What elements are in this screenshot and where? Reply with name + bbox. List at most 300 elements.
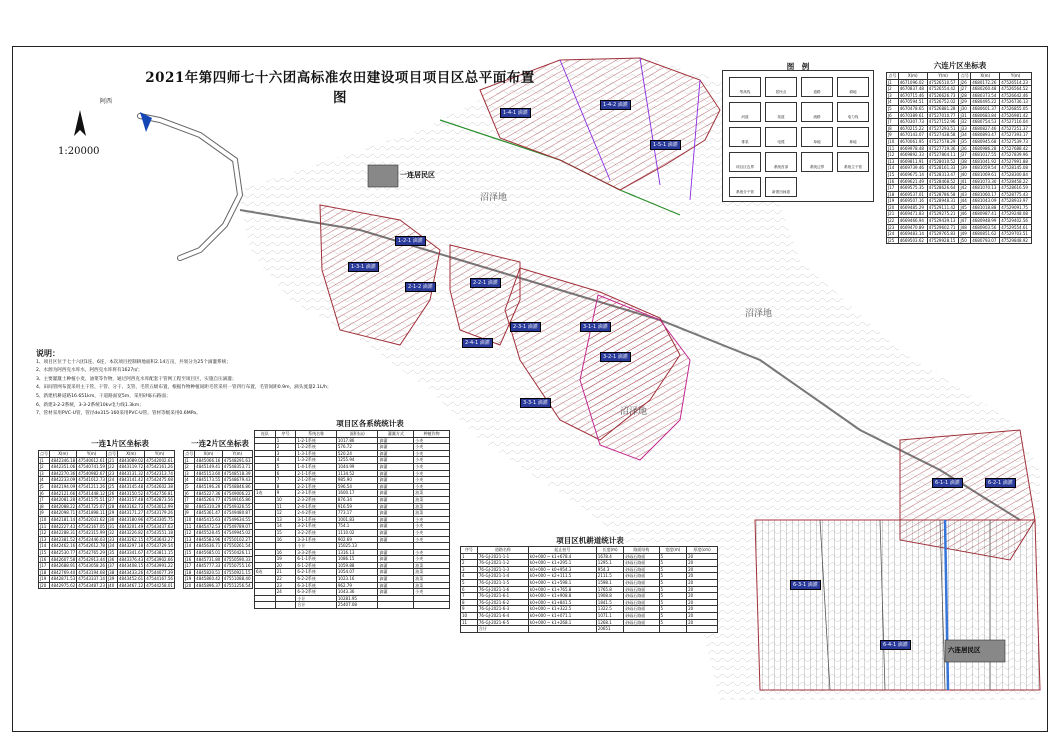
table-cell: 876.34 (336, 496, 378, 503)
table-cell: 47528948.31 (927, 198, 959, 205)
table-row (887, 79, 1032, 86)
table-cell: 小麦 (414, 589, 450, 596)
table-cell: 47529928.15 (927, 237, 959, 244)
table-cell: 47543179.26 (146, 510, 173, 516)
table-cell: 47528933.97 (1000, 198, 1032, 205)
table-cell: J12 (39, 530, 50, 537)
table-header-cell: Y(m) (222, 451, 252, 458)
legend-item: 耕地 (837, 77, 869, 97)
table-cell: 47527719.36 (927, 145, 959, 152)
legend-item: 系统分干管 (729, 177, 761, 197)
table-cell: 4670061.95 (898, 138, 927, 145)
table-row (255, 490, 450, 497)
table-header-cell: 灌溉方式 (378, 431, 414, 438)
table-row (887, 178, 1032, 185)
table-cell: 520.24 (336, 450, 378, 457)
table-cell: 47543991.22 (146, 563, 173, 569)
table-cell: 4670143.07 (898, 132, 927, 139)
table-cell: 滴灌 (378, 437, 414, 444)
table-cell: 773.17 (336, 510, 378, 517)
table-row (461, 573, 718, 580)
table-cell: 滴灌 (378, 477, 414, 484)
table-cell: 47542002.61 (146, 457, 173, 463)
table-cell: J2 (39, 464, 50, 471)
table-row (184, 477, 253, 484)
table-row (887, 105, 1032, 112)
table-cell: 4681017.55 (971, 152, 1000, 159)
table-cell: 1841.5 (596, 599, 624, 606)
table-cell: 2111.5 (596, 573, 624, 580)
table-cell: 2-4-1系统 (296, 503, 337, 510)
table-cell: 47549480.87 (223, 510, 251, 516)
table-row (184, 457, 253, 464)
table-lian6-title: 六连片区坐标表 (933, 61, 987, 70)
residential-lian1 (368, 165, 398, 187)
table-cell: 4669575.35 (898, 185, 927, 192)
table-cell: J23 (106, 470, 117, 477)
table-cell: 47550102.27 (223, 536, 251, 542)
table-cell: 47529091.75 (1000, 204, 1032, 211)
table-row (461, 566, 718, 573)
table-header-cell: Y(m) (927, 73, 959, 80)
table-cell: J12 (184, 530, 195, 537)
table-cell: 47528145.08 (1000, 165, 1032, 172)
table-header-cell: X(m) (195, 451, 223, 458)
table-cell: 4842233.09 (51, 477, 76, 483)
table-cell: 47529402.56 (1000, 218, 1032, 225)
table-cell: 47526881.28 (927, 105, 959, 112)
table-cell: 4845636.71 (196, 543, 221, 549)
table-cell: 4842381.52 (51, 536, 76, 542)
table-cell: 5 (275, 463, 296, 470)
table-cell: 砂砾石路面 (624, 606, 659, 613)
table-cell: 47542167.05 (78, 523, 105, 529)
table-cell: 76-GJ-2021-6-1 (477, 593, 528, 600)
table-row (255, 556, 450, 563)
table-cell: 47529765.83 (927, 231, 959, 238)
table-row (255, 576, 450, 583)
table-cell: J11 (184, 523, 195, 530)
table-cell: k0+000 ~ k1+268.1 (528, 619, 596, 626)
table-cell: 76-GJ-2021-6-3 (477, 606, 528, 613)
table-cell: 1连 (255, 490, 276, 497)
table-cell: 砂砾石路面 (624, 599, 659, 606)
table-cell: 1-2-1系统 (296, 437, 337, 444)
table-cell (255, 529, 276, 536)
table-cell: 4845528.45 (196, 530, 221, 536)
table-cell: 滴灌 (378, 536, 414, 543)
table-cell: 8 (275, 483, 296, 490)
table-header-cell: Y(m) (145, 451, 175, 458)
table-cell: J8 (39, 503, 50, 510)
table-cell (255, 477, 276, 484)
table-cell: 76-GJ-2021-1-2 (477, 560, 528, 567)
table-row (887, 191, 1032, 198)
table-cell: 4845472.53 (196, 523, 221, 529)
table-cell: 4845860.42 (196, 576, 221, 582)
table-cell: 滴灌 (378, 589, 414, 596)
table-cell: 20 (687, 573, 718, 580)
table-cell (378, 543, 414, 550)
table-cell: J25 (887, 237, 899, 244)
table-header-cell: 起止桩号 (528, 547, 596, 554)
zone-label: 2-2-1 滴灌 (470, 278, 501, 288)
table-cell: 4845820.51 (196, 569, 221, 575)
table-row (39, 510, 175, 517)
table-cell: 76-GJ-2021-6-5 (477, 619, 528, 626)
table-header-cell: X(m) (117, 451, 144, 458)
table-row (887, 224, 1032, 231)
table-cell: J46 (959, 211, 971, 218)
table-cell: 1316.13 (336, 549, 378, 556)
table-cell: 小麦 (414, 536, 450, 543)
table-cell: J34 (106, 543, 117, 550)
table-cell: 47526514.23 (1000, 79, 1032, 86)
legend-item: 林地 (837, 127, 869, 147)
table-cell: 1268.1 (596, 619, 624, 626)
table-systems (254, 430, 450, 609)
table-systems-title: 项目区各系统统计表 (336, 419, 404, 428)
table-cell: 916.59 (336, 503, 378, 510)
table-cell: J11 (39, 523, 50, 530)
table-cell: J32 (106, 530, 117, 537)
table-cell: 1678.4 (596, 553, 624, 560)
table-cell: 小计 (296, 543, 337, 550)
table-cell: 4845777.33 (196, 563, 221, 569)
table-cell: J15 (184, 549, 195, 556)
table-cell: 4669621.49 (898, 178, 927, 185)
table-cell: 4845310.29 (196, 503, 221, 509)
table-cell: J36 (106, 556, 117, 563)
table-row (887, 119, 1032, 126)
table-cell: 47543643.27 (146, 536, 173, 542)
table-cell: J25 (106, 483, 117, 490)
table-cell (624, 626, 659, 633)
table-cell: 3 (461, 566, 478, 573)
table-cell: J2 (184, 464, 195, 471)
table-cell: 1255.94 (336, 457, 378, 464)
table-cell: 4843201.49 (118, 523, 144, 529)
table-cell: 1600.17 (336, 490, 378, 497)
table-cell: 47543058.26 (78, 563, 105, 569)
table-cell: 47527152.96 (927, 119, 959, 126)
table-row (39, 549, 175, 556)
table-roads-title: 项目区机耕道统计表 (556, 536, 624, 545)
table-cell: 47542161.26 (146, 464, 173, 470)
table-cell: 4680987.41 (971, 211, 1000, 218)
field-7 (755, 520, 1040, 690)
table-cell: 20 (687, 593, 718, 600)
table-cell: J9 (39, 510, 50, 517)
table-cell: 10 (275, 496, 296, 503)
table-header-row (461, 547, 718, 554)
table-row (39, 464, 175, 471)
table-cell: 4680683.84 (971, 112, 1000, 119)
table-cell (414, 543, 450, 550)
table-cell: 47543811.15 (146, 549, 173, 555)
table-cell (275, 543, 296, 550)
table-header-row (39, 451, 175, 458)
table-cell: 4669471.83 (898, 211, 927, 218)
table-cell: J20 (184, 582, 195, 589)
table-cell: 4842688.91 (51, 563, 76, 569)
table-cell: 4669507.16 (898, 198, 927, 205)
notes-heading: 说明： (36, 349, 60, 358)
table-cell: 砂砾石路面 (624, 586, 659, 593)
table-cell: 4843226.82 (118, 530, 144, 536)
table-cell: 4845264.77 (196, 497, 221, 503)
table-cell: 小麦 (414, 483, 450, 490)
table-cell: J16 (887, 178, 899, 185)
table-cell: 47542765.29 (78, 549, 105, 555)
table-cell: 47528775.43 (1000, 191, 1032, 198)
table-header-cell: X(m) (50, 451, 77, 458)
table-cell: 1 (275, 437, 296, 444)
table-cell: J21 (887, 211, 899, 218)
table-cell: 1044.99 (336, 463, 378, 470)
table-cell: 4843150.52 (118, 490, 144, 496)
table-cell: 4845153.60 (196, 470, 221, 476)
legend-item: 电力线 (837, 102, 869, 122)
table-cell: 47540741.59 (78, 464, 105, 470)
table-row (39, 470, 175, 477)
table-cell: k0+000 ~ k1+295.1 (528, 560, 596, 567)
table-row (461, 560, 718, 567)
table-cell: 4669470.89 (898, 224, 927, 231)
table-cell: 47550921.15 (223, 569, 251, 575)
table-row (39, 536, 175, 543)
table-header-cell: 点号 (960, 73, 969, 78)
table-cell: 47527688.42 (1000, 145, 1032, 152)
table-cell: J38 (959, 158, 971, 165)
table-cell: 2 (275, 444, 296, 451)
table-row (887, 145, 1032, 152)
table-cell: 4670594.51 (898, 99, 927, 106)
table-row (39, 457, 175, 464)
table-cell: 4843131.32 (118, 470, 144, 476)
table-row (39, 516, 175, 523)
table-cell: 小麦 (414, 450, 450, 457)
legend-item: 电缆 (765, 127, 797, 147)
table-cell: 47541725.07 (78, 503, 105, 509)
table-cell: 滴灌 (378, 457, 414, 464)
table-cell: J4 (887, 99, 899, 106)
table-cell: 小麦 (414, 470, 450, 477)
table-cell: J24 (887, 231, 899, 238)
table-row (887, 211, 1032, 218)
table-cell: 8 (461, 599, 478, 606)
table-row (39, 530, 175, 537)
table-cell (255, 589, 276, 596)
table-cell: 小麦 (414, 477, 450, 484)
table-cell: J31 (106, 523, 117, 530)
table-cell: 20 (687, 566, 718, 573)
table-lian1-2 (183, 450, 253, 589)
table-cell: 滴灌 (378, 490, 414, 497)
table-cell: J14 (184, 543, 195, 550)
table-cell: 滴灌 (378, 556, 414, 563)
table-cell: 47543902.66 (146, 556, 173, 562)
table-cell: 5 (659, 566, 687, 573)
table-cell: 1-3-1系统 (296, 450, 337, 457)
page-title: 2021年第四师七十六团高标准农田建设项目项目区总平面布置图 (145, 70, 535, 106)
table-cell: J14 (39, 543, 50, 550)
table-cell: J20 (887, 204, 899, 211)
table-cell: 滴灌 (378, 516, 414, 523)
table-cell: J33 (106, 536, 117, 543)
table-cell: J1 (887, 79, 899, 86)
zone-label: 3-3-1 滴灌 (520, 398, 551, 408)
table-cell: 5 (461, 579, 478, 586)
zone-label: 1-2-1 滴灌 (395, 236, 426, 246)
table-cell: J10 (184, 516, 195, 523)
table-cell: 滴灌 (378, 444, 414, 451)
table-cell (255, 582, 276, 589)
table-cell: 47542612.78 (78, 543, 105, 549)
table-cell: 47526752.02 (927, 99, 959, 106)
table-cell: J5 (39, 483, 50, 490)
table-row (39, 503, 175, 510)
table-cell: J19 (39, 576, 50, 583)
table-cell: 47527116.04 (1000, 119, 1032, 126)
table-cell (255, 510, 276, 517)
table-cell: J45 (959, 204, 971, 211)
table-cell: 4680754.53 (971, 119, 1000, 126)
table-cell: 47529248.08 (1000, 211, 1032, 218)
table-cell: 11 (275, 503, 296, 510)
table-cell: 4680172.26 (971, 79, 1000, 86)
table-cell: 47542315.99 (78, 530, 105, 536)
table-cell: 47550755.16 (223, 563, 251, 569)
table-row (461, 606, 718, 613)
table-cell: 1071.1 (596, 612, 624, 619)
table-cell: k0+000 ~ k1+908.8 (528, 593, 596, 600)
table-cell: 20 (687, 599, 718, 606)
table-cell: J5 (887, 105, 899, 112)
table-cell (255, 549, 276, 556)
table-cell: J8 (887, 125, 899, 132)
table-row (255, 549, 450, 556)
table-cell: 4842769.40 (51, 569, 76, 575)
table-cell: 47529554.61 (1000, 224, 1032, 231)
table-cell: 1110.02 (336, 529, 378, 536)
table-cell: 24 (275, 589, 296, 596)
table-cell: 4671096.02 (898, 79, 927, 86)
table-cell: 4845583.96 (196, 536, 221, 542)
table-row (255, 595, 450, 602)
table-cell: J26 (106, 490, 117, 497)
legend-item: 居民点 (765, 77, 797, 97)
table-cell: 4842975.62 (51, 582, 76, 588)
table-cell: 4845227.36 (196, 490, 221, 496)
table-cell: 5 (659, 573, 687, 580)
table-cell: 3-3-2系统 (296, 549, 337, 556)
place-zhaoze1: 沼泽地 (745, 309, 773, 319)
table-cell: 596.54 (336, 483, 378, 490)
table-row (184, 497, 253, 504)
table-cell: 47544077.39 (146, 569, 173, 575)
table-cell: 47543337.14 (78, 576, 105, 582)
legend-item: 排渠 (729, 127, 761, 147)
table-cell: 4843452.61 (118, 576, 144, 582)
note-line: 3、主要灌溉土种植小麦、油菜等作物，通过阿西克水库配套干管网工程至项目区，实施自压滴灌； (36, 376, 237, 382)
table-cell: 3 (275, 450, 296, 457)
table-row (887, 158, 1032, 165)
table-cell: J43 (959, 191, 971, 198)
table-cell: 4681070.13 (971, 185, 1000, 192)
table-cell: 4681060.17 (971, 191, 1000, 198)
table-cell: 47542031.62 (78, 516, 105, 522)
table-cell: 6-1-2系统 (296, 562, 337, 569)
zone-label: 1-4-1 滴灌 (500, 108, 531, 118)
table-cell: J21 (106, 457, 117, 464)
note-line: 7、管材采用PVC-U管，管径de315-160采用PVC-U管，管材等级采用0.6MPa。 (36, 411, 201, 417)
table-cell: J11 (887, 145, 899, 152)
table-cell: 4669537.01 (898, 191, 927, 198)
zone-label: 6-4-1 滴灌 (880, 640, 911, 650)
table-cell (255, 470, 276, 477)
table-cell: 4669739.46 (898, 165, 927, 172)
table-cell: 小麦 (414, 556, 450, 563)
table-cell (255, 503, 276, 510)
table-row (255, 457, 450, 464)
table-cell: 5 (659, 612, 687, 619)
table-cell: 油菜 (414, 582, 450, 589)
table-cell (255, 602, 276, 609)
table-header-cell: 点号 (888, 73, 897, 78)
table-cell: J4 (39, 477, 50, 484)
table-cell: J38 (106, 569, 117, 576)
table-cell: 5 (659, 619, 687, 626)
zone-label: 6-1-1 滴灌 (932, 478, 963, 488)
table-cell: 滴灌 (378, 503, 414, 510)
table-cell: 砂砾石路面 (624, 566, 659, 573)
table-cell: 47542913.44 (78, 556, 105, 562)
table-header-cell: 种植作物 (414, 431, 450, 438)
table-cell: 4670715.46 (898, 92, 927, 99)
table-row (887, 231, 1032, 238)
table-cell: J22 (106, 464, 117, 471)
table-cell: 1-3-2系统 (296, 457, 337, 464)
place-lian6: 六连居民区 (948, 646, 981, 654)
table-cell: 47543194.68 (78, 569, 105, 575)
river-label: 阿西 (100, 98, 113, 105)
table-cell: 47550261.54 (223, 543, 251, 549)
table-cell: 47549165.86 (223, 497, 251, 503)
table-header-cell: 连队 (255, 431, 276, 438)
table-row (461, 579, 718, 586)
table-row (184, 536, 253, 543)
table-cell (378, 595, 414, 602)
table-row (39, 483, 175, 490)
table-row (255, 523, 450, 530)
table-cell: 47528313.47 (927, 171, 959, 178)
table-cell: 7 (461, 593, 478, 600)
table-cell: 47543012.99 (146, 503, 173, 509)
table-header-cell: 道路名称 (477, 547, 528, 554)
table-cell: 47527864.11 (927, 152, 959, 159)
legend-title: 图 例 (786, 62, 810, 71)
table-cell: 3-2-2系统 (296, 529, 337, 536)
table-cell: 20 (687, 560, 718, 567)
table-cell: 47544258.01 (146, 582, 173, 588)
table-cell (255, 562, 276, 569)
table-cell: 合计 (296, 602, 337, 609)
table-cell: 小计 (296, 595, 337, 602)
table-row (461, 612, 718, 619)
table-cell (414, 595, 450, 602)
table-cell: 2-1-2系统 (296, 477, 337, 484)
